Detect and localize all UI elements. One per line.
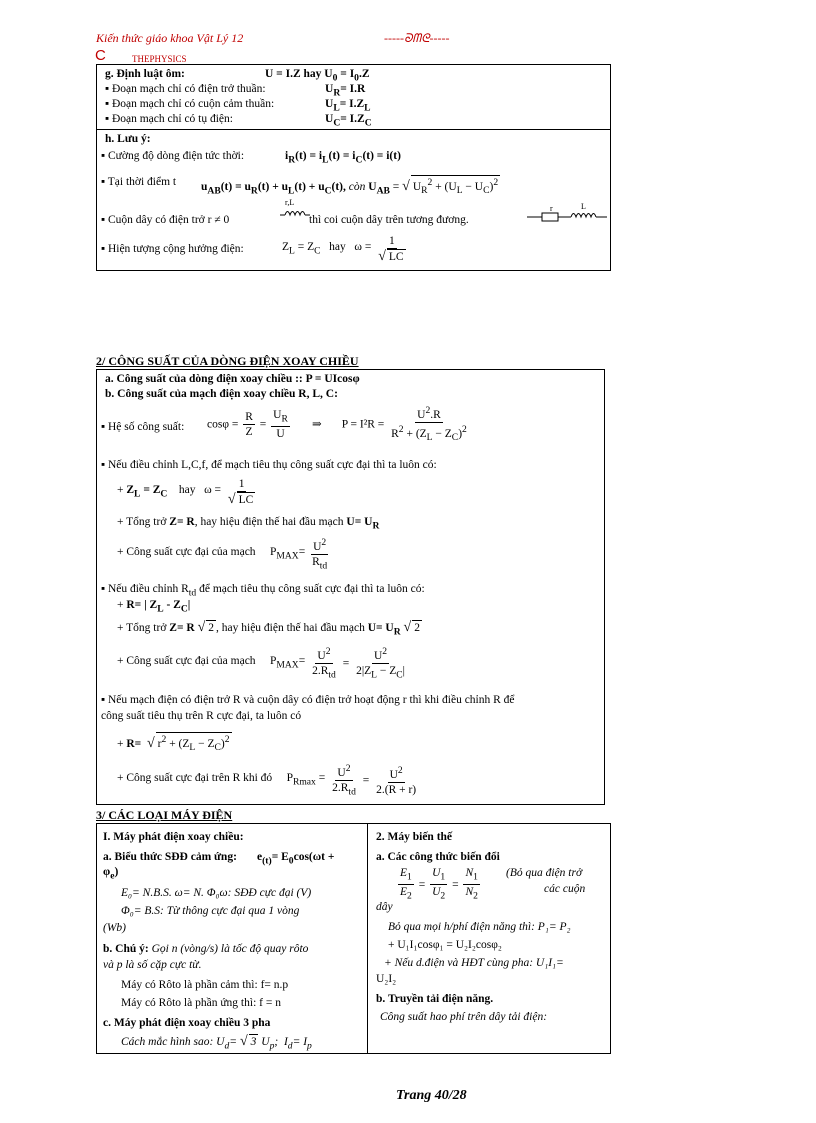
header-letter: C xyxy=(95,47,106,64)
l-label: L xyxy=(581,202,586,211)
header-ornament: -----ᘐᗰᘓ----- xyxy=(384,31,450,45)
gen-c-label: c. Máy phát điện xoay chiều 3 pha xyxy=(103,1017,271,1029)
tf-neu: + Nếu d.điện và HĐT cùng pha: U₁I₁= xyxy=(384,957,564,969)
p3-line1: Nếu mạch điện có điện trở R và cuộn dây có điện trở hoạt động r thì khi điều chỉnh R để xyxy=(107,694,515,706)
gen-b-text: Gọi n (vòng/s) là tốc độ quay rôto xyxy=(151,943,309,955)
pmax-label-2: Công suất cực đại của mạch xyxy=(126,655,256,668)
tf-b-text: Công suất hao phí trên dây tải điện: xyxy=(380,1011,548,1023)
tf-b-label: b. Truyền tải điện năng. xyxy=(376,993,494,1005)
p1: Nếu điều chỉnh L,C,f, để mạch tiêu thụ công suất cực đại thì ta luôn có: xyxy=(107,459,437,471)
h2-label: Tại thời điểm t xyxy=(107,176,177,188)
tf-bo-qua: Bỏ qua mọi h/phí điện năng thì: P₁= P₂ xyxy=(388,921,571,933)
gen-a-label: a. Biểu thức SĐĐ cảm ứng: xyxy=(103,851,237,863)
gen-m2: Máy có Rôto là phần ứng thì: f = n xyxy=(121,997,281,1009)
h2-con: còn xyxy=(348,180,366,193)
gen-e0: E₀= N.B.S. ω= N. Φ₀ω: SĐĐ cực đại (V) xyxy=(121,887,312,899)
gen-b-text2: và p là số cặp cực từ. xyxy=(103,959,202,971)
page-number: Trang 40/28 xyxy=(396,1088,467,1103)
item-l-label: Đoạn mạch chỉ có cuộn cảm thuần: xyxy=(111,98,275,110)
gen-b-label: b. Chú ý: xyxy=(103,943,149,955)
header-title: Kiến thức giáo khoa Vật Lý 12 xyxy=(96,31,244,45)
gen-wb: (Wb) xyxy=(103,922,126,934)
tong-tro-1-mid: , hay hiệu điện thế hai đầu mạch xyxy=(194,516,344,528)
tong-tro-1: Tổng trở xyxy=(126,516,167,528)
s2-b: b. Công suất của mạch điện xoay chiều R, L, C: xyxy=(105,388,338,400)
ohm-law-box: g. Định luật ôm: U = I.Z hay $U_0 = I_0.Z$ ▪ Đoạn mạch chỉ có điện trở thuần: $U_R= I.R$ ▪ Đoạn mạch chỉ có cuộn cảm thuần: $U_L= I.Z_L$ ▪ Đoạn mạch chỉ có tụ điện: $U_C= I.Z_C$ xyxy=(96,64,611,130)
inductor-icon xyxy=(280,208,310,222)
tong-tro-2: Tổng trở xyxy=(126,622,167,634)
power-box: a. Công suất của dòng điện xoay chiều :: P = UIcosφ b. Công suất của mạch điện xoay chiều R, L, C: ▪ Hệ số công suất: cosφ = $\frac{R}{Z}$ = $\frac{U_R}{U}$ ⇒ P = I²R = $\frac{U^2.R}{R^2 + (Z_L - Z_C)^2}$ ▪ Nếu điều chỉnh L,C,f, để mạch tiêu thụ công suất cực đại thì ta luôn có: + $Z_L = Z_C$ hay ω = $\frac{1}{√ LC}$ + Tổng trở Z= R, hay hiệu điện thế hai đầu mạch $U= U_R$ + Công suất cực đại của mạch $P_{MAX}=$ $\frac{U^2}{R_{td}}$ ▪ Nếu điều chỉnh $R_{td}$ để mạch tiêu thụ công suất cực đại thì ta luôn có: + R= | $Z_L - Z_C|$ + Tổng trở Z= R √ 2 , hay hiệu điện thế hai đầu mạch $U= U_R$ √ 2 + Công suất cực đại của mạch $P_{MAX}=$ $\frac{U^2}{2.R_{td}}$ = $\frac{U^2}{2|Z_L - Z_C|}$ ▪ Nếu mạch điện có điện trở R và cuộn dây có điện trở hoạt động r thì khi điều chỉnh R để công suất tiêu thụ trên R cực đại, ta luôn có + R= √ $r^2 + (Z_L - Z_C)^2$ + Công suất cực đại trên R khi đó $P_{Rmax}$ = $\frac{U^2}{2.R_{td}}$ = $\frac{U^2}{2.(R + r)}$ xyxy=(96,369,605,805)
tong-tro-2-mid: , hay hiệu điện thế hai đầu mạch xyxy=(216,622,365,634)
item-r-label: Đoạn mạch chỉ có điện trở thuần: xyxy=(111,83,266,95)
gen-phi0: Φ₀= B.S: Từ thông cực đại qua 1 vòng xyxy=(121,905,300,917)
notes-box: h. Lưu ý: ▪ Cường độ dòng điện tức thời: $i_R(t) = i_L(t) = i_C(t) = i(t)$ ▪ Tại thời điểm t $u_{AB}(t) = u_R(t) + u_L(t) + u_C(t)$, còn $U_{AB}$ = √ $U_R^2 + (U_L - U_C)^2$ ▪ Cuộn dây có điện trở r ≠ 0 r,L thì coi cuộn dây trên tương đương. r L ▪ Hiện tượng cộng hưởng điện: $Z_L = Z_C$ hay ω = $\frac{1}{√ LC}$ xyxy=(96,129,611,271)
rl-circuit-icon xyxy=(527,210,607,224)
h-title: h. Lưu ý: xyxy=(105,133,151,145)
pr-label: Công suất cực đại trên R khi đó xyxy=(126,772,273,785)
tf-note2: các cuộn xyxy=(544,883,586,895)
tf-u2i2: U₂I₂ xyxy=(376,973,397,985)
h3-text: thì coi cuộn dây trên tương đương. xyxy=(309,214,469,226)
gen-title: I. Máy phát điện xoay chiều: xyxy=(103,831,244,843)
tf-title: 2. Máy biến thế xyxy=(376,831,453,843)
tf-a-label: a. Các công thức biến đổi xyxy=(376,851,500,863)
r-label: r xyxy=(550,204,553,213)
h4-label: Hiện tượng cộng hưởng điện: xyxy=(107,243,244,255)
tf-u1i1: + U₁I₁cosφ₁ = U₂I₂cosφ₂ xyxy=(388,939,502,951)
tf-note3: dây xyxy=(376,901,393,913)
p3-line2: công suất tiêu thụ trên R cực đại, ta luôn có xyxy=(101,710,302,722)
p2-tail: để mạch tiêu thụ công suất cực đại thì ta luôn có: xyxy=(199,583,425,595)
h3-label: Cuộn dây có điện trở r ≠ 0 xyxy=(107,214,230,226)
tf-note1: (Bỏ qua điện trở xyxy=(506,867,583,879)
h1-label: Cường độ dòng điện tức thời: xyxy=(107,150,245,162)
gen-m1: Máy có Rôto là phần cảm thì: f= n.p xyxy=(121,979,289,991)
g-title: g. Định luật ôm: xyxy=(105,68,185,80)
hs-label: Hệ số công suất: xyxy=(107,421,185,433)
section3-title: 3/ CÁC LOẠI MÁY ĐIỆN xyxy=(96,808,233,822)
section2-title: 2/ CÔNG SUẤT CỦA DÒNG ĐIỆN XOAY CHIỀU xyxy=(96,354,359,368)
item-c-label: Đoạn mạch chỉ có tụ điện: xyxy=(111,113,233,125)
generator-box: I. Máy phát điện xoay chiều: a. Biểu thức SĐĐ cảm ứng: $e_{(t)}= E_0\cos(\omega t$ + $\varphi_e$) E₀= N.B.S. ω= N. Φ₀ω: SĐĐ cực đại (V) Φ₀= B.S: Từ thông cực đại qua 1 vòng (Wb) b. Chú ý: Gọi n (vòng/s) là tốc độ quay rôto và p là số cặp cực từ. Máy có Rôto là phần cảm thì: f= n.p Máy có Rôto là phần ứng thì: f = n c. Máy phát điện xoay chiều 3 pha Cách mắc hình sao: $U_d=$ √ 3 $U_p$; $I_d= I_p$ xyxy=(96,823,368,1054)
transformer-box: 2. Máy biến thế a. Các công thức biến đổi $\frac{E_1}{E_2}$ = $\frac{U_1}{U_2}$ = $\frac{N_1}{N_2}$ (Bỏ qua điện trở các cuộn dây Bỏ qua mọi h/phí điện năng thì: P₁= P₂ + U₁I₁cosφ₁ = U₂I₂cosφ₂ + Nếu d.điện và HĐT cùng pha: U₁I₁= U₂I₂ b. Truyền tải điện năng. Công suất hao phí trên dây tải điện: xyxy=(367,823,611,1054)
header-sub: THEPHYSICS xyxy=(132,54,187,64)
s2-a: a. Công suất của dòng điện xoay chiều :: P = UIcosφ xyxy=(105,373,360,385)
coil-label: r,L xyxy=(285,198,295,207)
pmax-label-1: Công suất cực đại của mạch xyxy=(126,546,256,559)
p2: Nếu điều chỉnh R xyxy=(107,583,189,595)
